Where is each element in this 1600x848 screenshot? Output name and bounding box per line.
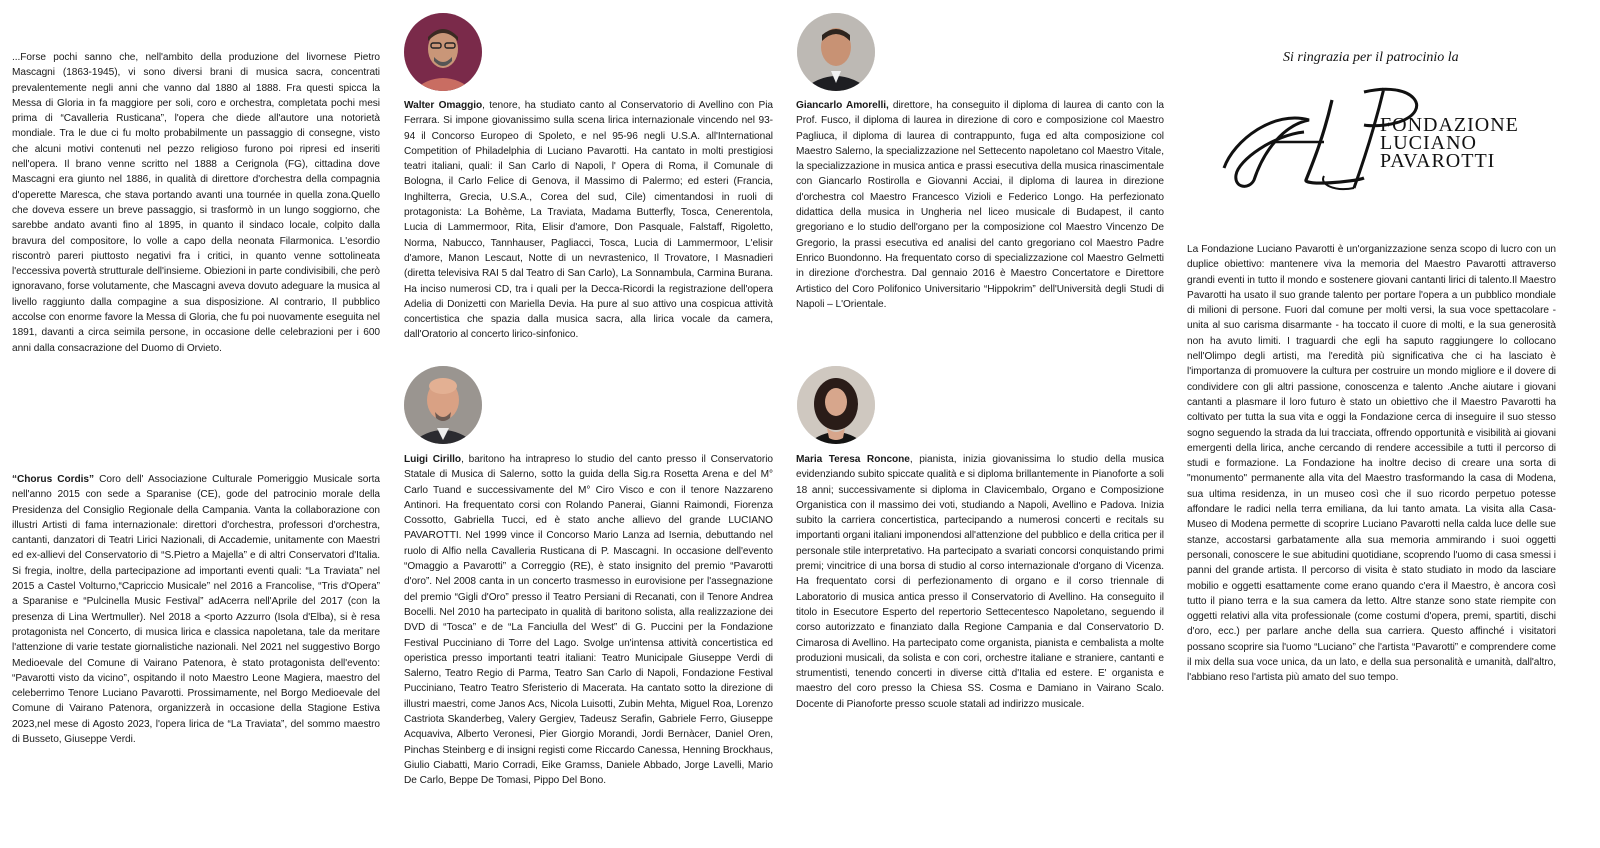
maria-teresa-roncone-photo <box>797 366 875 444</box>
luigi-cirillo-name: Luigi Cirillo <box>404 454 462 465</box>
fondazione-pavarotti-logo <box>1214 80 1544 195</box>
giancarlo-amorelli-bio: direttore, ha conseguito il diploma di laurea di canto con la Prof. Fusco, il diploma di laurea in direzione di coro e composizione col Maestro Pagliuca, il diploma di laurea di contrappunto, fuga ed alta composizione col Maestro Salerno, la specializzazione nel Settecento napoletano col Maestro Vitale, la specializzazione in musica antica e prassi esecutiva della musica rinascimentale con Giancarlo Rostirolla e Giovanni Acciai, il diploma di laurea in direzione d'orchestra col Maestro Francesco Vizioli e Federico Longo. Ha perfezionato didattica della musica in Ungheria nel liceo musicale di Budapest, il canto gregoriano e lo studio dell'organo per la composizione col Maestro Vincenzo De Gregorio, la prassi esecutiva ed analisi del canto gregoriano col Maestro Padre Enrico Buondonno. Ha frequentato corso di specializzazione col Maestro Gelmetti in direzione d'orchestra. Dal gennaio 2016 è Maestro Concertatore e Direttore Artistico del Coro Polifonico Universitario “Hippokrim” dell'Università degli Studi di Napoli – L'Orientale. <box>796 100 1165 310</box>
maria-teresa-roncone-bio: , pianista, inizia giovanissima lo studio della musica evidenziando subito spiccate qualità e si diploma brillantemente in Pianoforte a soli 18 anni; successivamente si diploma in Clavicembalo, Organo e Composizione Organistica con il massimo dei voti, studiando a Napoli, Avellino e Padova. Inizia subito la carriera concertistica, partecipando a numerosi concerti e recitals su importanti organi italiani imponendosi all'attenzione del pubblico e della critica per il personale stile interpretativo. Ha partecipato a svariati concorsi conquistando primi premi; vincitrice di una borsa di studio al corso internazionale d'organo di Vicenza. Ha frequentato corsi di perfezionamento di organo e il corso triennale di Laboratorio di musica antica presso il Conservatorio di Avellino. Ha conseguito il titolo in Esecutore Esperto del repertorio Settecentesco Napoletano, seguendo il corso autorizzato e finanziato dalla Regione Campania e dal Conservatorio D. Cimarosa di Avellino. Ha partecipato come organista, pianista e cembalista a molte produzioni musicali, da solista e con cori, orchestre italiane e straniere, cantanti e strumentisti, tenendo concerti in diverse città d'Italia ed estere. E' organista e maestro del coro presso la Chiesa SS. Cosma e Damiano in Vairano Scalo. Docente di Pianoforte presso scuole statali ad indirizzo musicale. <box>796 454 1164 710</box>
fondazione-paragraph: La Fondazione Luciano Pavarotti è un'organizzazione senza scopo di lucro con un duplice obiettivo: mantenere viva la memoria del Maestro Pavarotti attraverso grandi eventi in tutto il mondo e sostenere giovani cantanti lirici di talento.Il Maestro Pavarotti ha usato il suo grande talento per portare l'opera a un pubblico mondiale di milioni di persone. Fuori dal comune per molti versi, la sua voce spettacolare - unita al suo carisma disarmante - ha toccato il cuore di molti, e la sua generosità non ha avuto limiti. I traguardi che egli ha saputo raggiungere lo collocano nell'Olimpo degli artisti, ma l'eredità più significativa che ci ha lasciato è l'importanza di promuovere la cultura per costruire un mondo migliore e il dovere di condividere con gli altri passione, conoscenza e talento .Anche aiutare i giovani cantanti a plasmare il loro futuro è stato un obiettivo che il Maestro Pavarotti ha coltivato per tutta la sua vita e oggi la Fondazione cerca di inseguire il suo stesso sogno seguendo la strada da lui tracciata, offrendo opportunità e visibilità ai giovani emergenti della lirica, anche cercando di rendere accessibile a tutti il percorso di studi e formazione. La Fondazione ha inoltre deciso di creare una sorta di "monumento" permanente alla vita del Maestro trasformando la casa di Modena, sua ultima residenza, in un museo così che il suo ricordo perpetuo potesse affondare le radici nella terra emiliana, da lui tanto amata. La visita alla Casa-Museo di Modena permette di scoprire Luciano Pavarotti nella calda luce delle sue stanze, accostarsi garbatamente alla sua memoria ammirando i suoi oggetti personali, conoscere le sue abitudini quotidiane, scoprendo l'uomo di casa smessi i panni del grande artista. Il percorso di visita è stato studiato in modo da lasciare mobilio e oggetti esattamente come erano quando c'era il Maestro, è ancora così tutto il piano terra e la sua camera da letto. Altre stanze sono state riempite con oggetti relativi alla vita professionale (come costumi d'opera, premi, spartiti, dischi d'oro, ecc.) per parlare anche della sua carriera. Questo affinché i visitatori possano scoprire sia l'uomo “Luciano” che l'artista “Pavarotti” e comprendere come il mix della sua voce unica, da un lato, e della sua personalità e umanità, dall'altro, l'abbiano reso l'artista più amato del suo tempo. <box>1187 244 1556 684</box>
walter-omaggio-photo <box>404 13 482 91</box>
walter-omaggio-name: Walter Omaggio <box>404 100 483 111</box>
chorus-cordis-bio: Coro dell' Associazione Culturale Pomeriggio Musicale sorta nell'anno 2015 con sede a Sparanise (CE), gode del patrocinio morale della Presidenza del Consiglio Regionale della Campania. Vanta la collaborazione con illustri Artisti di fama internazionale: direttori d'orchestra, professori d'orchestra, cantanti, danzatori di Teatri Lirici Nazionali, di Accademie, unitamente con Maestri ed ex-allievi del Conservatorio di “S.Pietro a Majella” e di altri Conservatori d'Italia. Si fregia, inoltre, della partecipazione ad importanti eventi quali: “La Traviata” nel 2015 a Castel Volturno,“Capriccio Musicale” nel 2016 a Francolise, “Tris d'Opera” a Sparanise e “Pulcinella Music Festival” adAcerra nell'Aprile del 2017 (con la presenza di Lina Wertmuller). Nel 2018 a <porto Azzurro (Isola d'Elba), si è resa protagonista nel Concerto, di musica lirica e classica napoletana, tale da meritare l'attenzione di varie testate giornalistiche nazionali. Nel 2021 nel suggestivo Borgo Medioevale del Comune di Vairano Patenora, è stato protagonista dell'evento: “Pavarotti visto da vicino”, ospitando il noto Maestro Leone Magiera, maestro del celeberrimo Tenore Luciano Pavarotti. Prossimamente, nel Borgo Medioevale del Comune di Vairano Patenora, organizzerà in occasione della Stagione Estiva 2023,nel mese di Agosto 2023, l'opera lirica de “La Traviata”, del sommo maestro di Busseto, Giuseppe Verdi. <box>12 474 380 746</box>
maria-teresa-roncone-name: Maria Teresa Roncone <box>796 454 910 465</box>
walter-omaggio-bio: , tenore, ha studiato canto al Conservatorio di Avellino con Pia Ferrara. Si impone giovanissimo sulla scena lirica internazionale vincendo nel 93-94 il Concorso Europeo di Spoleto, e nel 95-96 negli U.S.A. all'International Competition of Philadelphia di Luciano Pavarotti. Ha cantato in molti prestigiosi teatri italiani, quali: il San Carlo di Napoli, l' Opera di Roma, il Comunale di Bologna, il Carlo Felice di Genova, il Massimo di Palermo; ed esteri (Francia, Inghilterra, Grecia, U.S.A., Corea del sud, Cile) cimentandosi in ruoli di protagonista: La Bohème, La Traviata, Madama Butterfly, Tosca, Cenerentola, Lucia di Lammermoor, Rita, Elisir d'amore, Don Pasquale, Falstaff, Rigoletto, Norma, Nabucco, Tannhauser, Pagliacci, Tosca, Lucia di Lammermoor, L'elisir d'amore, Manon Lescaut, Notte di un nevrastenico, Il Trovatore, I Masnadieri (diretta televisiva RAI 5 dal Teatro di San Carlo), La Sonnambula, Carmina Burana. Ha inciso numerosi CD, tra i quali per la Decca-Ricordi la registrazione dell'opera Adelia di Donizetti con Mariella Devia. Ha pure al suo attivo una cospicua attività concertistica che spazia dalla musica sacra, alla lirica vocale da camera, dall'Oratorio al concerto lirico-sinfonico. <box>404 100 773 341</box>
mascagni-paragraph: ...Forse pochi sanno che, nell'ambito della produzione del livornese Pietro Mascagni (1863-1945), vi sono diversi brani di musica sacra, concentrati prevalentemente negli anni che vanno dal 1880 al 1888. Fra questi spicca la Messa di Gloria in fa maggiore per soli, coro e orchestra, completata pochi mesi prima di “Cavalleria Rusticana”, l'opera che diede all'autore una notorietà mondiale. Tra le due ci fu molto probabilmente un passaggio di consegne, visto che alcuni motivi contenuti nel pezzo religioso furono poi ripresi ed inseriti nell'opera. Il brano venne scritto nel 1888 a Cerignola (FG), cittadina dove Mascagni era giunto nel 1886, in qualità di direttore d'orchestra della compagnia d'operette Maresca, che stava portando avanti una tournée in quella zona.Quello che doveva essere un breve passaggio, si trasformò in un lungo soggiorno, che sarebbe andato avanti fino al 1895, in quanto il sindaco locale, colpito dalla bravura del compositore, lo volle a capo della neonata Filarmonica. L'esordio riscontrò pareri piuttosto negativi fra i critici, in quanto venne sottolineata l'eccessiva povertà strutturale dell'insieme. Obiezioni in parte condivisibili, che però ignoravano, forse volutamente, che Mascagni aveva dovuto adeguare la musica al livello raggiunto dalla compagine a sua disposizione. Al contrario, Il pubblico accolse con enorme favore la Messa di Gloria, che fu poi nuovamente eseguita nel 1891, davanti a circa seimila persone, in occasione delle celebrazioni per i 600 anni dalla consacrazione del Duomo di Orvieto. <box>12 52 380 354</box>
chorus-cordis-paragraph <box>12 472 380 747</box>
logo-line-fondazione: FONDAZIONE <box>1380 114 1519 136</box>
luigi-cirillo-photo <box>404 366 482 444</box>
patronage-title: Si ringrazia per il patrocinio la <box>1283 50 1459 65</box>
giancarlo-amorelli-paragraph <box>796 98 1164 312</box>
logo-line-pavarotti: PAVAROTTI <box>1380 150 1496 172</box>
walter-omaggio-paragraph <box>404 98 773 343</box>
logo-line-luciano: LUCIANO <box>1380 132 1477 154</box>
giancarlo-amorelli-photo <box>797 13 875 91</box>
chorus-cordis-name: “Chorus Cordis” <box>12 474 95 485</box>
giancarlo-amorelli-name: Giancarlo Amorelli, <box>796 100 889 111</box>
luigi-cirillo-paragraph <box>404 452 773 789</box>
maria-teresa-roncone-paragraph <box>796 452 1164 712</box>
luigi-cirillo-bio: , baritono ha intrapreso lo studio del canto presso il Conservatorio Statale di Musica di Salerno, sotto la guida della Sig.ra Rosetta Arena e del M° Carlo Tuand e successivamente del M° Ciro Visco e con il tenore Nazzareno Antinori. Ha frequentato corsi con Rolando Panerai, Gianni Raimondi, Fiorenza Cossotto, Gabriella Tucci, ed è stato anche allievo del grande LUCIANO PAVAROTTI. Nel 1999 vince il Concorso Mario Lanza ad Isernia, debuttando nel ruolo di Alfio nella Cavalleria Rusticana di P. Mascagni. In occasione dell'evento “Omaggio a Pavarotti” a Correggio (RE), è stato insignito del premio “Pavarotti d'oro”. Nel 2008 canta in un concerto trasmesso in eurovisione per l'assegnazione del premio “Gigli d'Oro” presso il Teatro Persiani di Recanati, con il Tenore Andrea Bocelli. Nel 2010 ha partecipato in qualità di baritono solista, alla realizzazione dei DVD di “Tosca” e de “La Fanciulla del West” di G. Puccini per la Fondazione Festival Pucciniano di Torre del Lago. Svolge un'intensa attività concertistica ed operistica presso importanti teatri italiani: Teatro Municipale Giuseppe Verdi di Salerno, Teatro Regio di Parma, Teatro San Carlo di Napoli, Fondazione Festival Pucciniano, Teatro Teatro Sferisterio di Macerata. Ha cantato sotto la direzione di illustri maestri, come Janos Acs, Nicola Luisotti, Zubin Mehta, Miguel Roa, Lorenzo Castriota Skanderbeg, Valery Gergiev, Tadeusz Serafin, Gabriele Ferro, Giuseppe Acquaviva, Alberto Veronesi, Pier Giorgio Morandi, Jordi Bernàcer, Daniel Oren, Pinchas Steinberg e di insigni registi come Riccardo Canessa, Henning Brockhaus, Giulio Ciabatti, Mario Corradi, Eike Gramss, Daniele Abbado, Jorge Lavelli, Mario De Carlo, Beppe De Tomasi, Pippo Del Bono. <box>404 454 773 787</box>
